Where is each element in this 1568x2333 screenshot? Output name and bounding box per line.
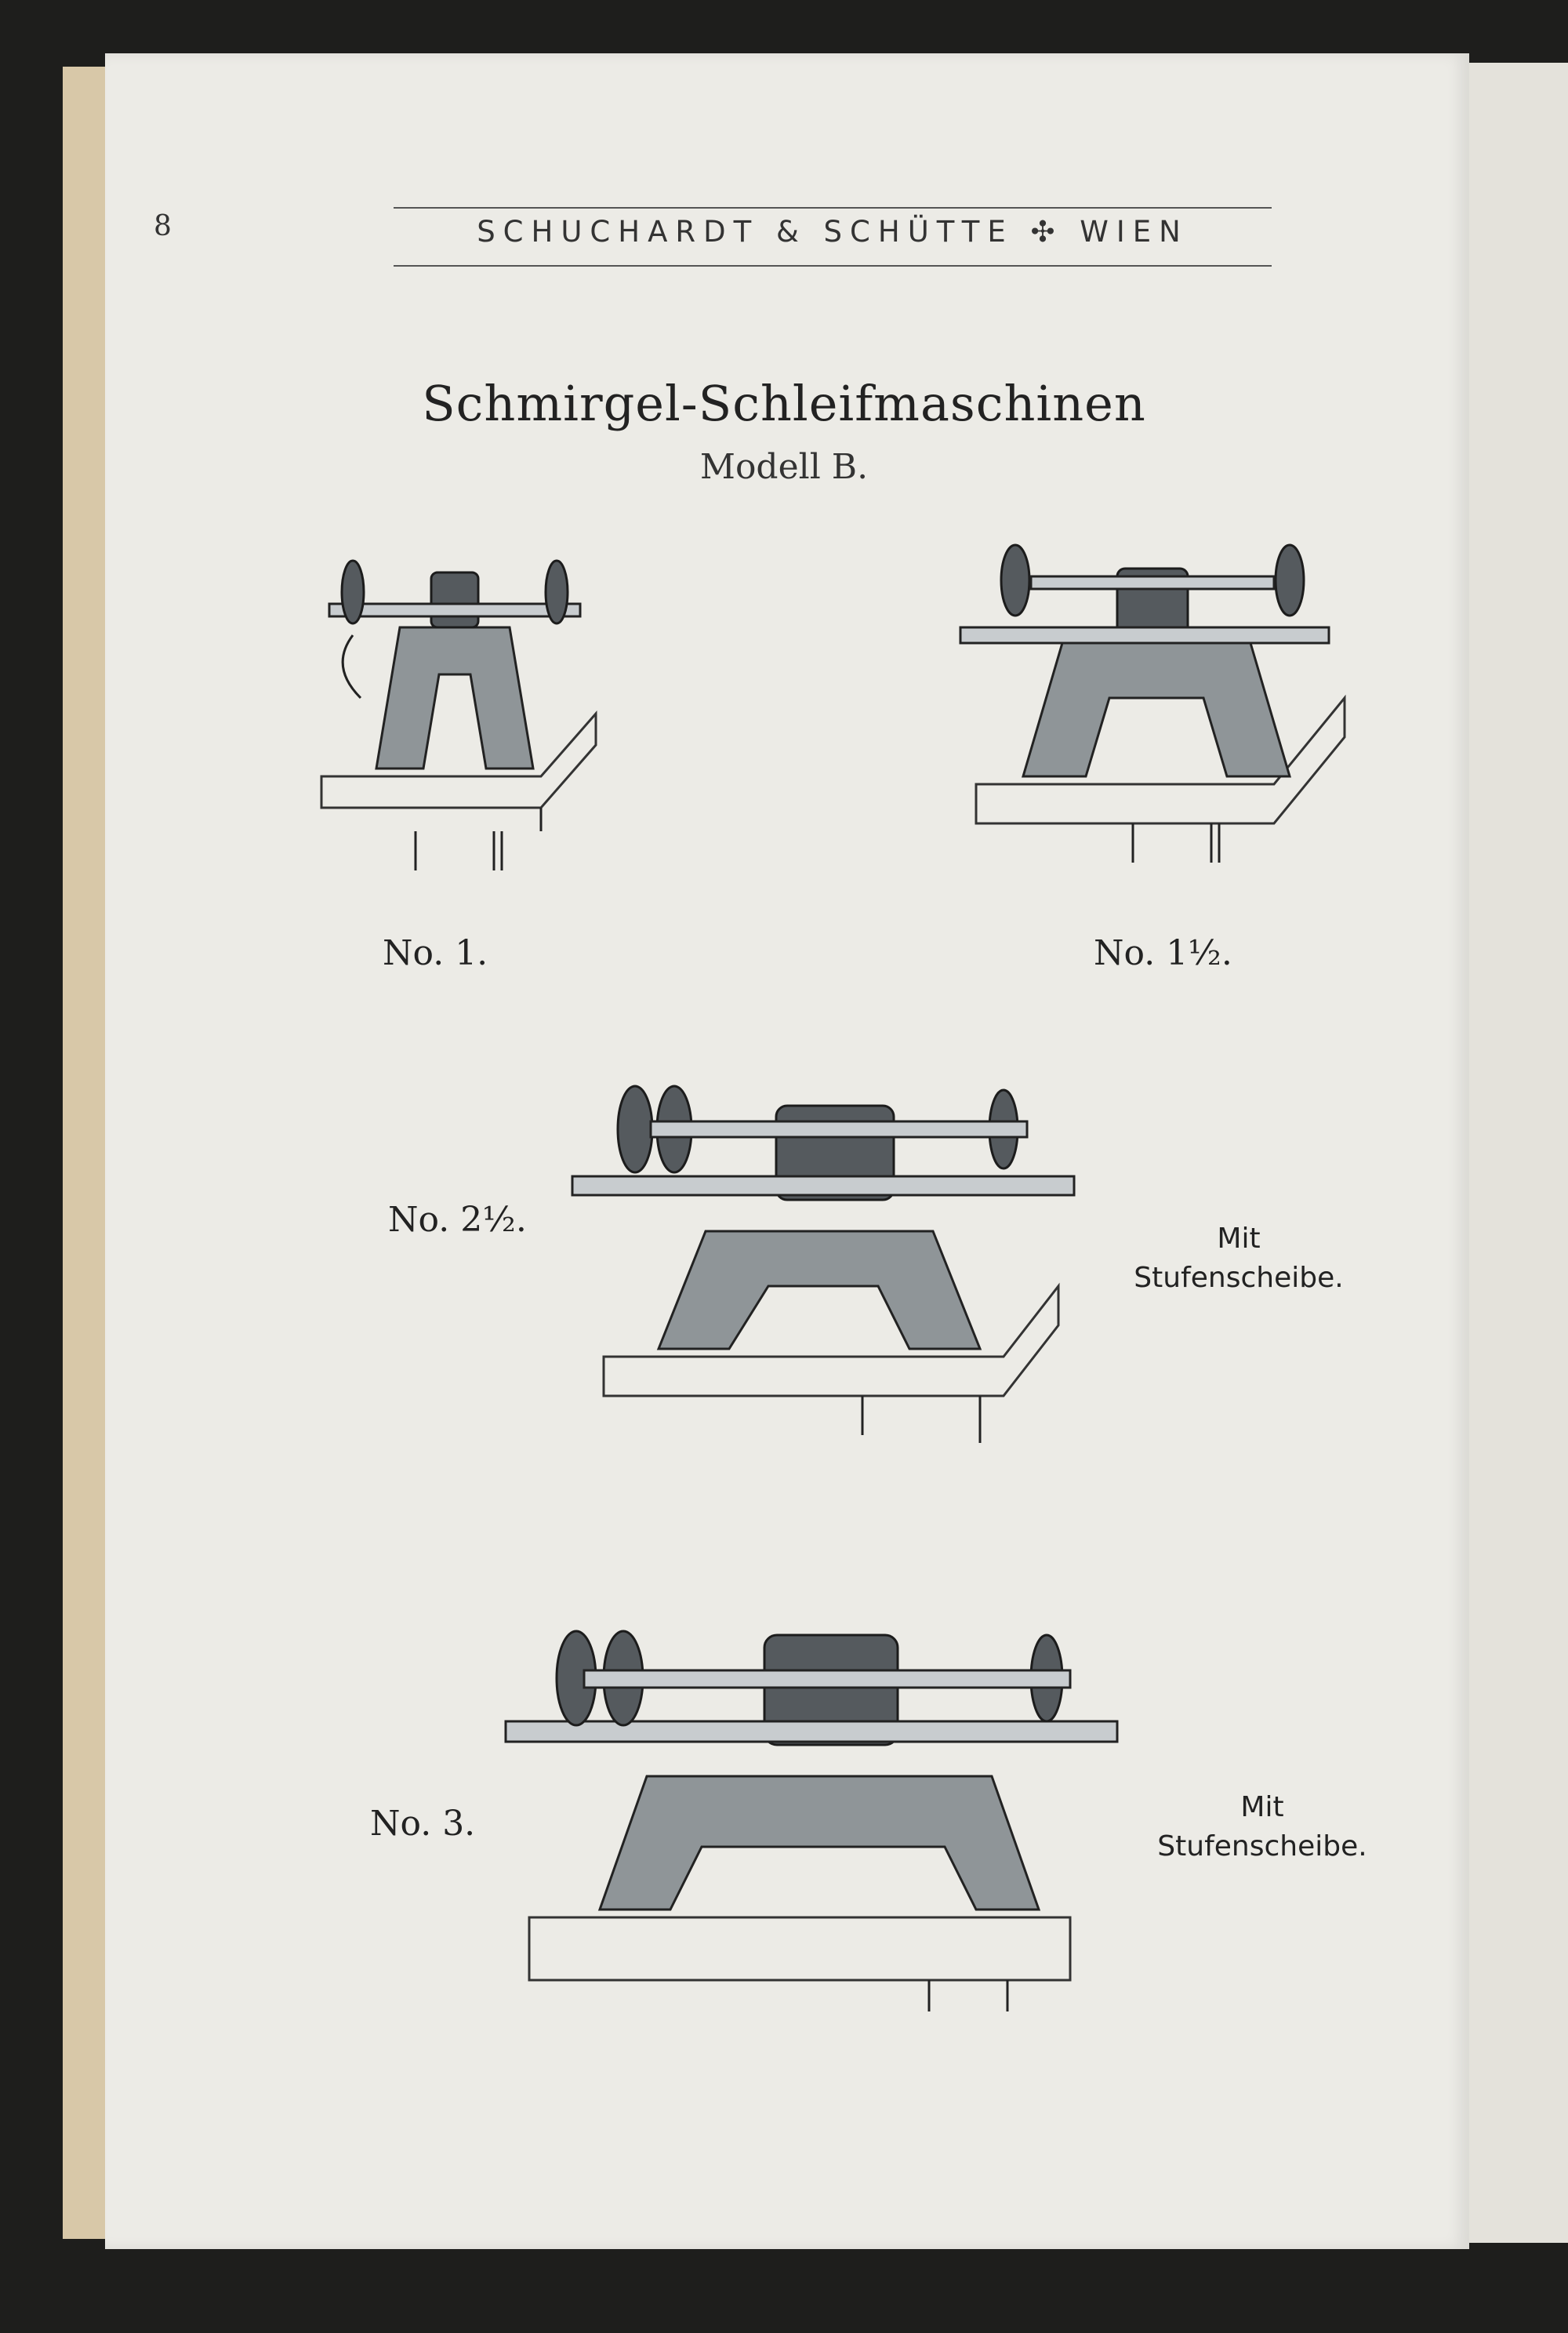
machine-label-no1-5: No. 1½. <box>1094 933 1232 973</box>
note-line-mit: Mit <box>1240 1791 1284 1823</box>
machine-note-no3 <box>1145 1788 1380 1866</box>
page-subtitle: Modell B. <box>699 447 869 487</box>
engraving-grinder-no1-5-icon <box>945 533 1352 863</box>
header-rule-top <box>394 207 1272 209</box>
machine-label-no3: No. 3. <box>370 1804 476 1844</box>
engraving-grinder-no2-5-icon <box>564 1074 1098 1451</box>
note-line-mit: Mit <box>1217 1223 1261 1255</box>
header-rule-bottom <box>394 265 1272 267</box>
machine-label-no2-5: No. 2½. <box>388 1200 527 1240</box>
engraving-grinder-no1-icon <box>306 541 612 870</box>
engraving-grinder-no3-icon <box>506 1619 1133 2011</box>
machine-note-no2-5 <box>1121 1219 1356 1298</box>
page-title: Schmirgel-Schleifmaschinen <box>422 375 1146 432</box>
note-line-stufenscheibe: Stufenscheibe. <box>1134 1262 1344 1294</box>
machine-label-no1: No. 1. <box>383 933 488 973</box>
page-header: SCHUCHARDT & SCHÜTTE ✣ WIEN <box>477 215 1189 249</box>
note-line-stufenscheibe: Stufenscheibe. <box>1157 1830 1367 1862</box>
page-number: 8 <box>154 210 172 242</box>
